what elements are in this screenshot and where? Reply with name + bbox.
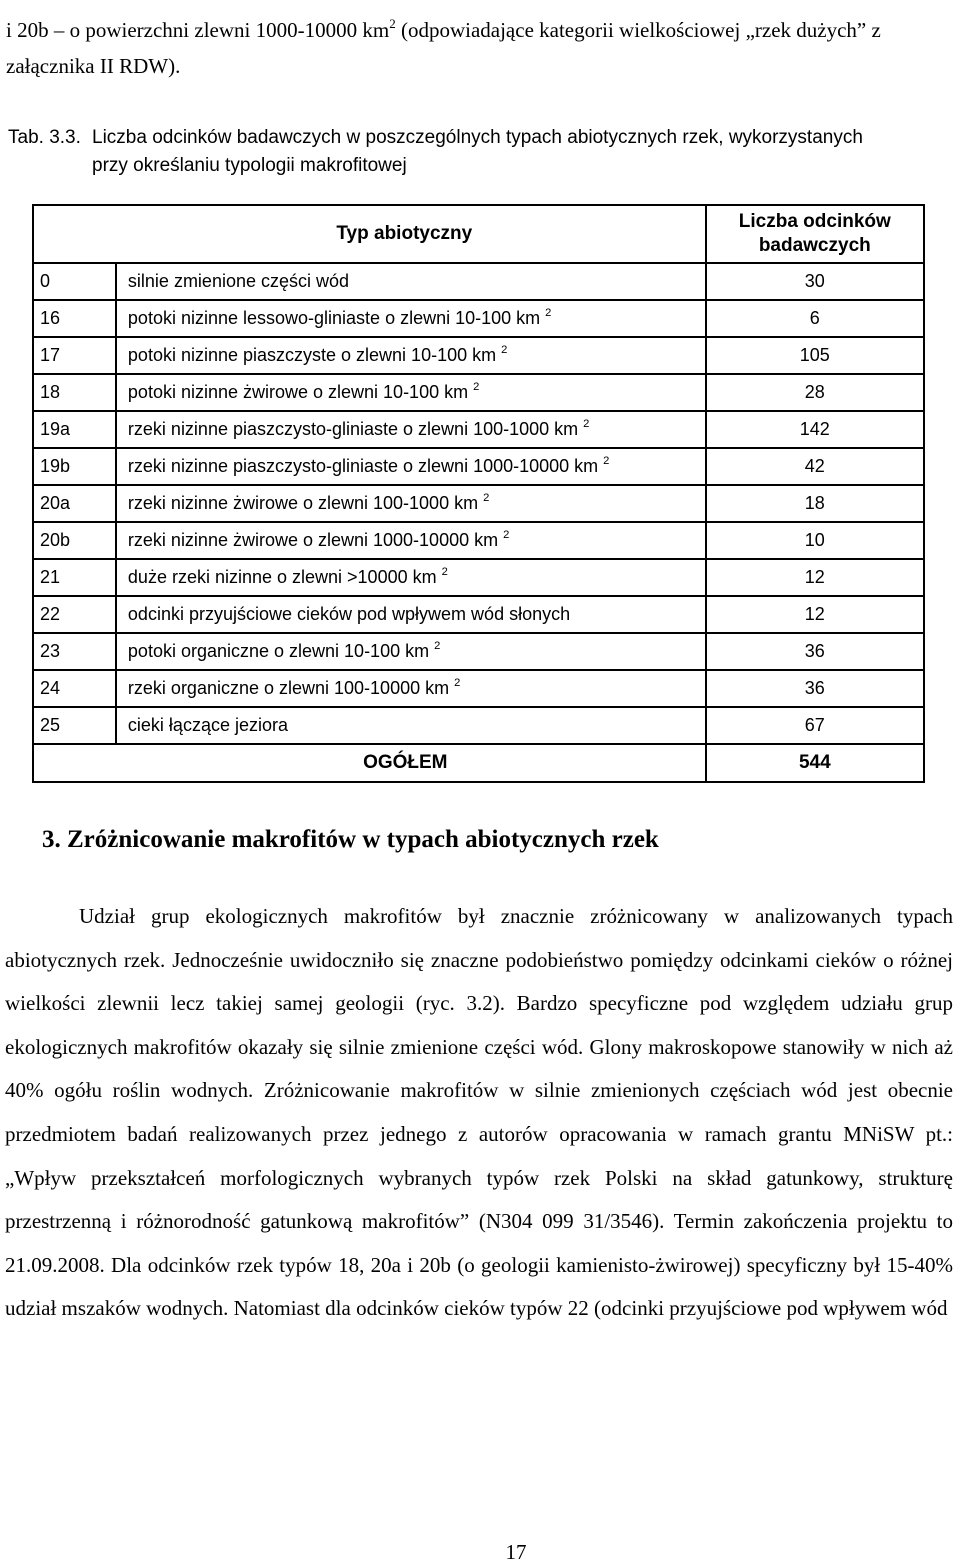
type-name-cell <box>116 596 706 633</box>
table-row <box>33 633 924 670</box>
header-count <box>706 205 924 263</box>
total-value: 544 <box>706 744 924 782</box>
type-name: rzeki nizinne żwirowe o zlewni 1000-10000 km <box>127 530 499 550</box>
type-name: potoki nizinne lessowo-gliniaste o zlewni 10-100 km <box>127 308 541 328</box>
intro-text <box>6 12 954 84</box>
type-name-cell <box>116 670 706 707</box>
type-code: 23 <box>33 633 116 670</box>
type-name: potoki nizinne żwirowe o zlewni 10-100 km <box>127 382 469 402</box>
type-name-sup: 2 <box>583 417 590 430</box>
type-name-cell <box>116 337 706 374</box>
table-body <box>33 263 924 744</box>
total-label: OGÓŁEM <box>33 744 706 782</box>
type-name: cieki łączące jeziora <box>127 715 288 735</box>
table-row <box>33 448 924 485</box>
section-count: 142 <box>706 411 924 448</box>
section-count: 105 <box>706 337 924 374</box>
section-heading: 3. Zróżnicowanie makrofitów w typach abiotycznych rzek <box>42 826 659 853</box>
type-name-sup: 2 <box>454 676 461 689</box>
type-name-sup: 2 <box>603 454 610 467</box>
caption-label: Tab. 3.3. <box>8 127 81 148</box>
type-code: 18 <box>33 374 116 411</box>
table-row <box>33 707 924 744</box>
caption-line2: przy określaniu typologii makrofitowej <box>92 155 407 176</box>
type-name-cell <box>116 485 706 522</box>
type-code: 20a <box>33 485 116 522</box>
type-name: rzeki nizinne piaszczysto-gliniaste o zlewni 100-1000 km <box>127 419 579 439</box>
type-name-sup: 2 <box>473 380 480 393</box>
type-name-sup: 2 <box>501 343 508 356</box>
intro-part2: (odpowiadające kategorii wielkościowej „rzek dużych” z załącznika II RDW). <box>6 18 881 78</box>
type-name-cell <box>116 374 706 411</box>
section-count: 18 <box>706 485 924 522</box>
table-total-row <box>33 744 924 782</box>
type-name-sup: 2 <box>545 306 552 319</box>
type-code: 17 <box>33 337 116 374</box>
type-name-cell <box>116 411 706 448</box>
type-code: 24 <box>33 670 116 707</box>
section-count: 12 <box>706 559 924 596</box>
type-name: duże rzeki nizinne o zlewni >10000 km <box>127 567 437 587</box>
type-name-sup: 2 <box>434 639 441 652</box>
intro-sup: 2 <box>389 15 396 31</box>
section-count: 6 <box>706 300 924 337</box>
section-count: 10 <box>706 522 924 559</box>
type-code: 19b <box>33 448 116 485</box>
table-row <box>33 522 924 559</box>
header-type: Typ abiotyczny <box>33 205 706 263</box>
table-row <box>33 263 924 300</box>
table-row <box>33 596 924 633</box>
type-code: 16 <box>33 300 116 337</box>
section-count: 30 <box>706 263 924 300</box>
type-name: potoki nizinne piaszczyste o zlewni 10-100 km <box>127 345 497 365</box>
type-name: rzeki nizinne żwirowe o zlewni 100-1000 km <box>127 493 479 513</box>
type-code: 21 <box>33 559 116 596</box>
type-name-cell <box>116 707 706 744</box>
body-paragraph-block <box>5 895 953 1331</box>
table-header-row <box>33 205 924 263</box>
type-code: 20b <box>33 522 116 559</box>
type-name: rzeki organiczne o zlewni 100-10000 km <box>127 678 450 698</box>
type-code: 22 <box>33 596 116 633</box>
body-paragraph: Udział grup ekologicznych makrofitów był znacznie zróżnicowany w analizowanych typach abiotycznych rzek. Jednocześnie uwidoczniło się znaczne podobieństwo pomiędzy odcinkami cieków o różnej wielkości zlewnii lecz takiej samej geologii (ryc. 3.2). Bardzo specyficzne pod względem udziału grup ekologicznych makrofitów okazały się silnie zmienione części wód. Glony makroskopowe stanowiły w nich aż 40% ogółu roślin wodnych. Zróżnicowanie makrofitów w silnie zmienionych częściach wód jest obecnie przedmiotem badań realizowanych przez jednego z autorów opracowania w ramach grantu MNiSW pt.: „Wpływ przekształceń morfologicznych wybranych typów rzek Polski na skład gatunkowy, strukturę przestrzenną i różnorodność gatunkową makrofitów” (N304 099 31/3546). Termin zakończenia projektu to 21.09.2008. Dla odcinków rzek typów 18, 20a i 20b (o geologii kamienisto-żwirowej) specyficzny był 15-40% udział mszaków wodnych. Natomiast dla odcinków cieków typów 22 (odcinki przyujściowe pod wpływem wód <box>5 904 953 1321</box>
header-count-line1: Liczba odcinków <box>738 211 891 232</box>
abiotic-types-table <box>32 204 925 783</box>
type-name-cell <box>116 448 706 485</box>
section-count: 42 <box>706 448 924 485</box>
type-name-sup: 2 <box>503 528 510 541</box>
type-name: potoki organiczne o zlewni 10-100 km <box>127 641 430 661</box>
type-name-cell <box>116 559 706 596</box>
table-row <box>33 411 924 448</box>
table-row <box>33 559 924 596</box>
type-name: silnie zmienione części wód <box>127 271 350 291</box>
type-name-cell <box>116 300 706 337</box>
section-count: 28 <box>706 374 924 411</box>
type-name: rzeki nizinne piaszczysto-gliniaste o zlewni 1000-10000 km <box>127 456 599 476</box>
type-name-sup: 2 <box>483 491 490 504</box>
section-count: 67 <box>706 707 924 744</box>
table-row <box>33 670 924 707</box>
type-code: 19a <box>33 411 116 448</box>
table-row <box>33 374 924 411</box>
type-name-cell <box>116 263 706 300</box>
type-name-cell <box>116 522 706 559</box>
table-row <box>33 485 924 522</box>
type-code: 0 <box>33 263 116 300</box>
section-count: 12 <box>706 596 924 633</box>
page-number: 17 <box>505 1540 527 1564</box>
type-name-sup: 2 <box>441 565 448 578</box>
section-count: 36 <box>706 670 924 707</box>
intro-part1: i 20b – o powierzchni zlewni 1000-10000 km <box>6 18 390 42</box>
section-count: 36 <box>706 633 924 670</box>
header-count-line2: badawczych <box>758 235 871 256</box>
type-name: odcinki przyujściowe cieków pod wpływem wód słonych <box>127 604 571 624</box>
type-code: 25 <box>33 707 116 744</box>
table-caption <box>8 124 953 180</box>
type-name-cell <box>116 633 706 670</box>
table-row <box>33 300 924 337</box>
table-row <box>33 337 924 374</box>
caption-line1: Liczba odcinków badawczych w poszczególnych typach abiotycznych rzek, wykorzystanych <box>92 127 863 148</box>
